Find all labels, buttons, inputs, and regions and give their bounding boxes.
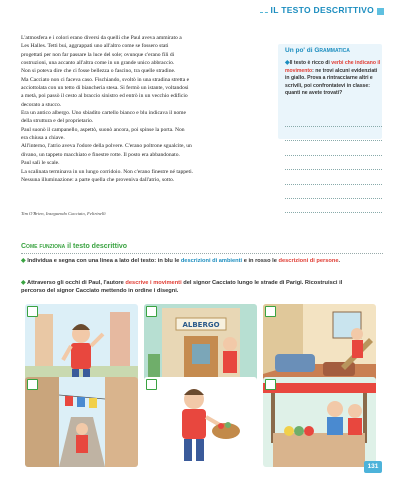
- grammar-text-post: : ne trovi alcuni evidenziati in giallo. Prova a rintracciarne altri e scrivili, poi confrontatevi in classe: quanti ne avete trovati?: [285, 67, 378, 97]
- instruction-1: [21, 257, 366, 265]
- grammar-text-pre: Il testo è ricco di: [289, 60, 332, 66]
- instr1-mid: e in rosso le: [242, 258, 279, 264]
- header-marker: [377, 8, 384, 15]
- story-line: La scalinata terminava in un lungo corridoio. Non c'erano finestre né tappeti.: [21, 168, 194, 175]
- illustration-street-laundry: [25, 377, 138, 467]
- answer-line[interactable]: [285, 126, 382, 127]
- story-line: All'interno, l'atrio aveva l'odore della polvere. C'erano poltrone sgualcite, un: [21, 143, 192, 150]
- diamond-bullet-icon: ◆: [21, 280, 26, 286]
- instr2-red: descrive i movimenti: [125, 280, 182, 286]
- order-checkbox-4[interactable]: [27, 379, 38, 390]
- order-checkbox-3[interactable]: [265, 306, 276, 317]
- order-checkbox-2[interactable]: [146, 306, 157, 317]
- answer-line[interactable]: [285, 198, 382, 199]
- section-title-rest: il testo descrittivo: [65, 243, 128, 250]
- diamond-bullet-icon: ◆: [21, 258, 26, 264]
- order-checkbox-1[interactable]: [27, 306, 38, 317]
- order-checkbox-6[interactable]: [265, 379, 276, 390]
- story-line: Les Halles. Tetti bui, aggrappati uno all'altro come se fossero stati: [21, 43, 169, 50]
- instr1-end: .: [338, 258, 341, 264]
- page-number: 131: [364, 461, 382, 473]
- grammar-box-title: [285, 47, 350, 54]
- grammar-highlight-verbs: verbi che indicano il movimento: [285, 60, 381, 74]
- chapter-header-title: IL TESTO DESCRITTIVO: [268, 5, 377, 15]
- answer-line[interactable]: [285, 155, 382, 156]
- story-line: della struttura e del proprietario.: [21, 118, 94, 125]
- grammar-title-caps: Grammatica: [314, 47, 350, 54]
- illustration-market-stall: [263, 377, 376, 467]
- story-line: acciottolata con un tetto di biancheria stesa. Si fermò un istante, voltandosi: [21, 85, 189, 92]
- story-line: Ma Cacciato non ci faceva caso. Fischiando, svoltò in una stradina stretta e: [21, 76, 190, 83]
- instr1-red: descrizioni di persone: [278, 258, 339, 264]
- story-line: a metà, poi passò il cesto al braccio sinistro ed entrò in un vecchio edificio: [21, 93, 188, 100]
- section-title-caps: Come funziona: [21, 243, 66, 250]
- story-line: Nessuna illuminazione: a parte quella che proveniva dall'atrio, sotto.: [21, 176, 175, 183]
- story-credit: Tim O'Brien, Inseguendo Cacciato, Feltrinelli: [21, 211, 106, 216]
- illustration-man-with-basket: [144, 377, 257, 467]
- instr1-blue: descrizioni di ambienti: [180, 258, 243, 264]
- story-line: divano, un tappeto macchiato e finestre rotte. Il posto era abbandonato.: [21, 151, 180, 158]
- story-line: Era un antico albergo. Uno sbiadito cartello bianco e blu indicava il nome: [21, 110, 187, 117]
- diamond-bullet-icon: ◆: [285, 60, 290, 66]
- story-line: progettati per non far passare la luce del sole; ovunque c'erano fili di: [21, 51, 175, 58]
- instr2-post: del signor Cacciato lungo le strade di Parigi. Ricostruisci il percorso del signor Cacciato mettendo in ordine i disegni.: [21, 280, 343, 294]
- answer-line[interactable]: [285, 212, 382, 213]
- story-line: Paul salì le scale.: [21, 160, 60, 167]
- grammar-title-prefix: Un po' di: [285, 47, 315, 54]
- story-line: era chiusa a chiave.: [21, 135, 65, 142]
- answer-line[interactable]: [285, 184, 382, 185]
- order-checkbox-5[interactable]: [146, 379, 157, 390]
- section-divider: [21, 253, 383, 254]
- grammar-instructions: [285, 60, 381, 98]
- story-line: L'atmosfera e i colori erano diversi da quelli che Paul aveva ammirato a: [21, 35, 182, 41]
- story-line: decorato a stucco.: [21, 101, 62, 108]
- section-title: [21, 243, 127, 250]
- story-line: costruzioni, una accanto all'altra come in un grande unico abbraccio.: [21, 60, 175, 67]
- story-text: [21, 34, 269, 184]
- answer-lines: [285, 126, 382, 227]
- instruction-2: [21, 279, 366, 295]
- story-line: Paul suonò il campanello, aspettò, suonò ancora, poi spinse la porta. Non: [21, 126, 185, 133]
- instr1-pre: Individua e segna con una linea a lato del testo: in blu le: [27, 258, 181, 264]
- hotel-sign-text: ALBERGO: [182, 321, 220, 329]
- instr2-pre: Attraverso gli occhi di Paul, l'autore: [27, 280, 126, 286]
- answer-line[interactable]: [285, 140, 382, 141]
- story-line: Non si poteva dire che ci fosse bellezza o fascino, tra quelle stradine.: [21, 68, 176, 75]
- answer-line[interactable]: [285, 169, 382, 170]
